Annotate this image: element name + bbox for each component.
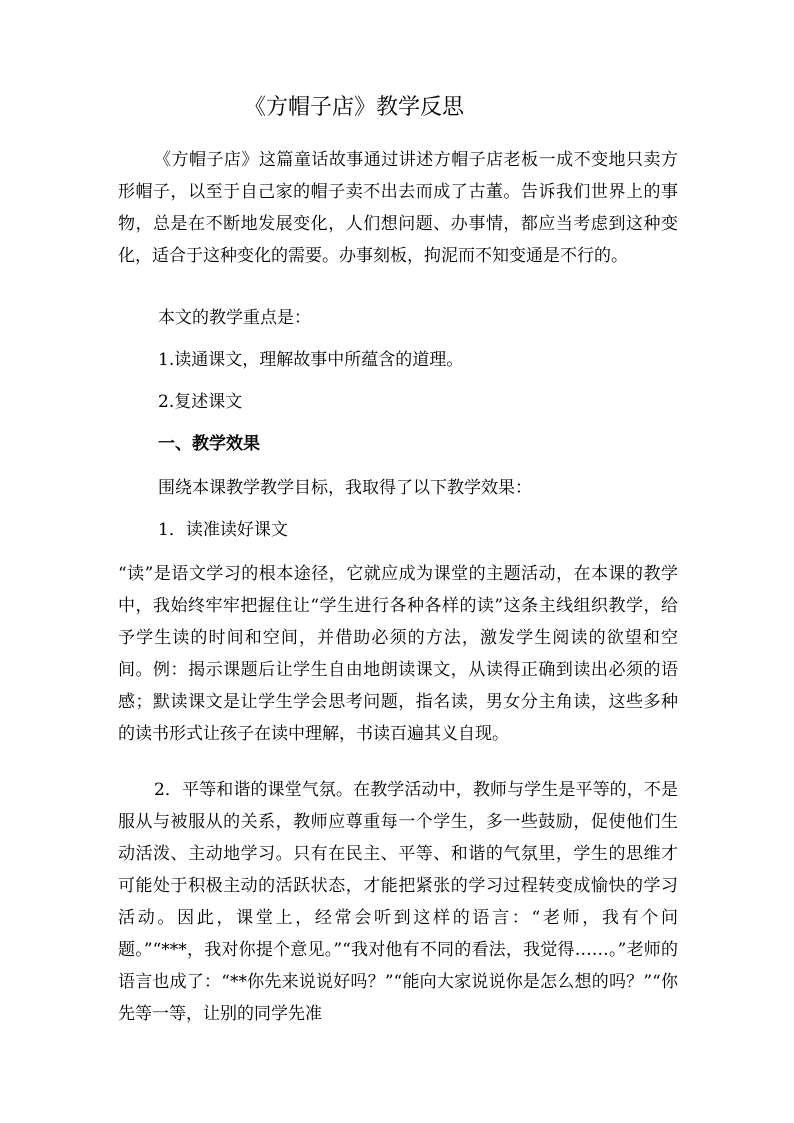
subsection-1-heading: 1．读准读好课文	[158, 520, 288, 540]
intro-paragraph: 《方帽子店》这篇童话故事通过讲述方帽子店老板一成不变地只卖方形帽子，以至于自己家的帽子卖不出去而成了古董。告诉我们世界上的事物，总是在不断地发展变化，人们想问题、办事情，都应当考虑到这种变化，适合于这种变化的需要。办事刻板，拘泥而不知变通是不行的。	[118, 150, 678, 266]
document-title: 《方帽子店》教学反思	[244, 95, 465, 120]
intro-paragraph-block	[118, 144, 678, 272]
subsection-2-body: 2．平等和谐的课堂气氛。在教学活动中，教师与学生是平等的，不是服从与被服从的关系，教师应尊重每一个学生，多一些鼓励，促使他们生动活泼、主动地学习。只有在民主、平等、和谐的气氛里，学生的思维才可能处于积极主动的活跃状态，才能把紧张的学习过程转变成愉快的学习活动。因此，课堂上，经常会听到这样的语言：“老师，我有个问题。”“***，我对你提个意见。”“我对他有不同的看法，我觉得……。”老师的语言也成了：“**你先来说说好吗？”“能向大家说说你是怎么想的吗？”“你先等一等，让别的同学先准	[118, 780, 678, 1024]
section-1-heading: 一、教学效果	[158, 434, 260, 454]
subsection-1-body-block	[118, 558, 678, 750]
section-1-intro: 围绕本课教学教学目标，我取得了以下教学效果：	[158, 478, 532, 498]
subsection-2-body-block	[118, 774, 678, 1030]
focus-item-2: 2.复述课文	[158, 392, 243, 412]
subsection-1-body: “读”是语文学习的根本途径，它就应成为课堂的主题活动，在本课的教学中，我始终牢牢把握住让“学生进行各种各样的读”这条主线组织教学，给予学生读的时间和空间，并借助必须的方法，激发学生阅读的欲望和空间。例：揭示课题后让学生自由地朗读课文，从读得正确到读出必须的语感；默读课文是让学生学会思考问题，指名读，男女分主角读，这些多种的读书形式让孩子在读中理解，书读百遍其义自现。	[118, 564, 678, 744]
focus-heading: 本文的教学重点是：	[158, 308, 311, 328]
focus-item-1: 1.读通课文，理解故事中所蕴含的道理。	[158, 350, 464, 370]
